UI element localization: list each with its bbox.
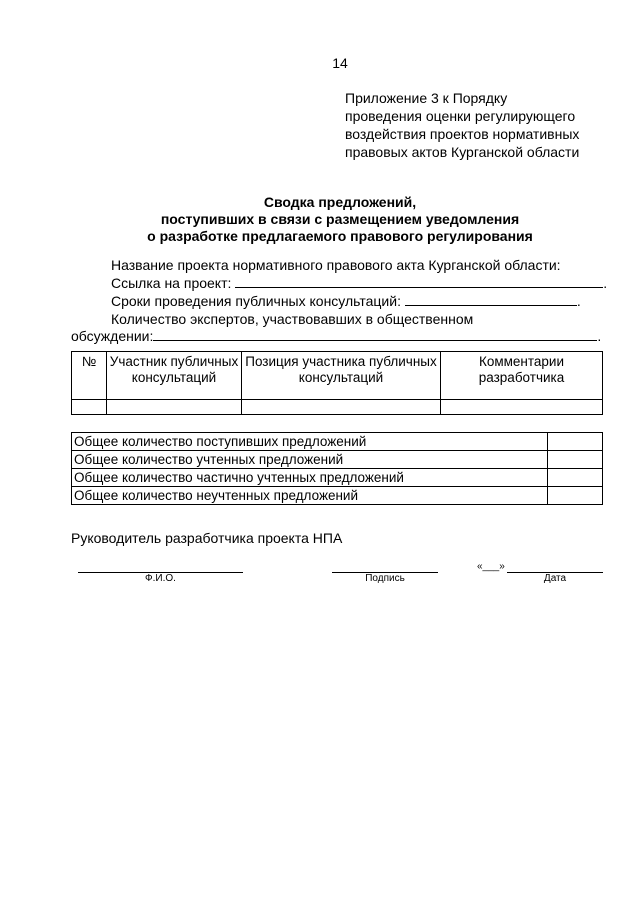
table-row [72, 487, 603, 505]
document-title [60, 194, 620, 245]
project-link-field [111, 274, 607, 292]
experts-count-label-cont: обсуждении: [71, 328, 154, 344]
table-cell[interactable] [72, 400, 107, 415]
project-name-field [111, 256, 561, 274]
date-caption: Дата [543, 573, 567, 584]
totals-label: Общее количество учтенных предложений [72, 451, 548, 469]
header-comments: Комментарии разработчика [441, 352, 603, 400]
title-line: Сводка предложений, [263, 194, 417, 210]
date-block [507, 572, 603, 584]
period: . [603, 275, 608, 291]
appendix-line: правовых актов Курганской области [345, 144, 580, 160]
totals-value-cell[interactable] [548, 451, 603, 469]
appendix-line: проведения оценки регулирующего [345, 108, 576, 124]
header-position: Позиция участника публичных консультаций [242, 352, 441, 400]
table-row [72, 451, 603, 469]
totals-value-cell[interactable] [548, 487, 603, 505]
project-link-label: Ссылка на проект: [111, 275, 232, 291]
period: . [597, 328, 602, 344]
signature-caption: Подпись [365, 573, 405, 584]
table-row [72, 433, 603, 451]
experts-count-field-cont [71, 327, 601, 345]
header-number: № [72, 352, 107, 400]
totals-value-cell[interactable] [548, 433, 603, 451]
title-line: поступивших в связи с размещением уведомления [160, 211, 520, 227]
page-number: 14 [332, 55, 348, 71]
table-cell[interactable] [242, 400, 441, 415]
consultation-terms-label: Сроки проведения публичных консультаций: [111, 293, 401, 309]
totals-label: Общее количество неучтенных предложений [72, 487, 548, 505]
fio-caption: Ф.И.О. [145, 573, 176, 584]
period: . [576, 293, 581, 309]
totals-table [71, 432, 603, 505]
experts-count-blank[interactable] [153, 327, 597, 341]
consultation-terms-field [111, 292, 581, 310]
appendix-line: воздействия проектов нормативных [345, 126, 580, 142]
table-row [72, 400, 603, 415]
appendix-line: Приложение 3 к Порядку [345, 90, 508, 106]
table-cell[interactable] [107, 400, 242, 415]
table-cell[interactable] [441, 400, 603, 415]
fio-signature-block [78, 572, 243, 584]
totals-value-cell[interactable] [548, 469, 603, 487]
signature-block [332, 572, 438, 584]
header-participant: Участник публичных консультаций [107, 352, 242, 400]
appendix-note [345, 89, 579, 161]
totals-label: Общее количество частично учтенных предложений [72, 469, 548, 487]
project-name-label: Название проекта нормативного правового акта Курганской области: [111, 257, 561, 273]
experts-count-label: Количество экспертов, участвовавших в общественном [111, 311, 474, 327]
project-link-blank[interactable] [235, 274, 603, 288]
consultation-terms-blank[interactable] [405, 292, 577, 306]
experts-count-field [111, 310, 473, 328]
date-prefix: «___» [477, 561, 505, 572]
table-row [72, 469, 603, 487]
proposals-table [71, 351, 603, 415]
totals-label: Общее количество поступивших предложений [72, 433, 548, 451]
title-line: о разработке предлагаемого правового регулирования [147, 228, 533, 244]
manager-label: Руководитель разработчика проекта НПА [71, 530, 343, 546]
table-header-row [72, 352, 603, 400]
